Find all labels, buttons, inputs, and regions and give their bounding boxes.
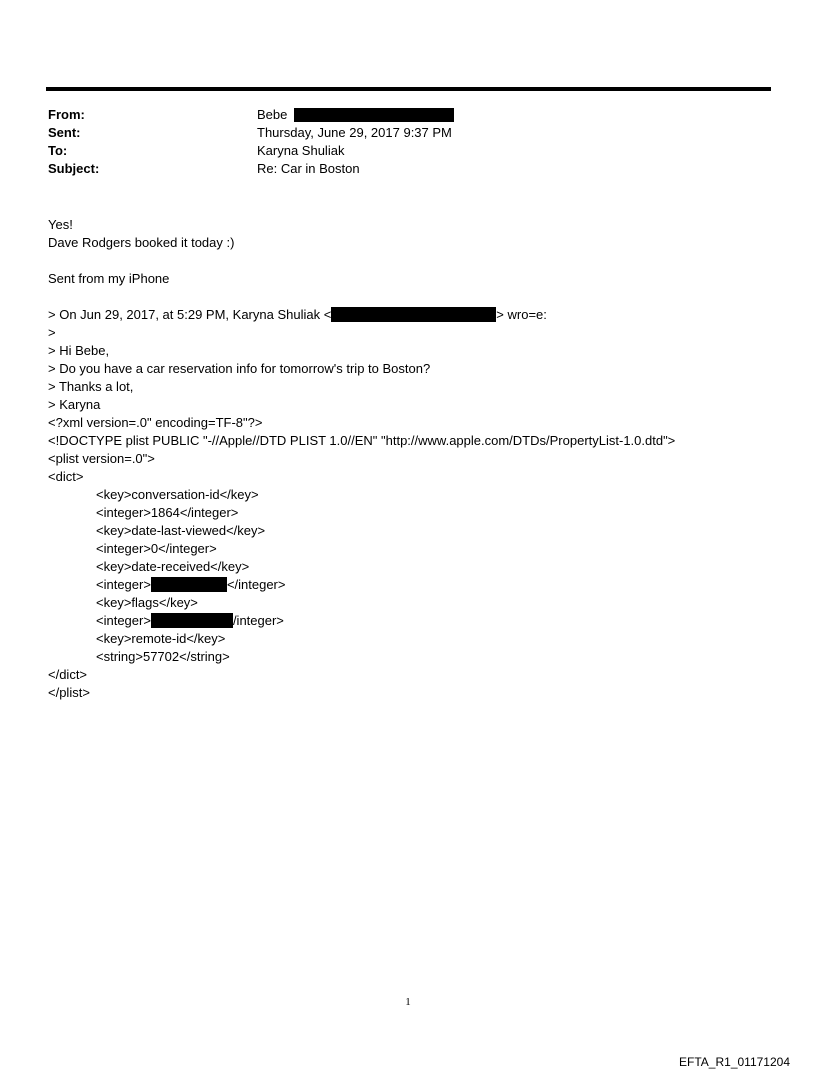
redaction-box (331, 307, 496, 322)
body-line: Yes! (48, 217, 73, 232)
plist-line: <key>date-received</key> (96, 559, 250, 574)
integer-open-tag: <integer> (96, 613, 151, 628)
quote-line: > (48, 325, 56, 340)
quote-intro-line (48, 306, 675, 324)
plist-line: <key>date-last-viewed</key> (96, 523, 266, 538)
header-rule (46, 87, 771, 91)
integer-close-tag: /integer> (232, 613, 284, 628)
from-value (257, 106, 454, 124)
from-name: Bebe (257, 107, 288, 122)
plist-line: </plist> (48, 685, 90, 700)
quote-line: > Hi Bebe, (48, 343, 110, 358)
plist-line: <key>flags</key> (96, 595, 198, 610)
redaction-box (294, 108, 454, 122)
blank-line (48, 252, 675, 270)
signature-line: Sent from my iPhone (48, 271, 170, 286)
plist-line: <integer>0</integer> (96, 541, 217, 556)
integer-close-tag: </integer> (226, 577, 286, 592)
integer-open-tag: <integer> (96, 577, 151, 592)
body-line: Dave Rodgers booked it today :) (48, 235, 235, 250)
redaction-box (151, 613, 233, 628)
quote-intro-prefix: > On Jun 29, 2017, at 5:29 PM, Karyna Shuliak < (48, 307, 332, 322)
plist-line: <key>conversation-id</key> (96, 487, 259, 502)
plist-line (48, 612, 675, 630)
quote-line: > Do you have a car reservation info for tomorrow's trip to Boston? (48, 361, 431, 376)
bates-number: EFTA_R1_01171204 (679, 1055, 790, 1069)
plist-line: <plist version=.0"> (48, 451, 155, 466)
redaction-box (151, 577, 227, 592)
subject-value: Re: Car in Boston (257, 161, 360, 176)
sent-value: Thursday, June 29, 2017 9:37 PM (257, 125, 452, 140)
to-value: Karyna Shuliak (257, 143, 345, 158)
plist-line: <key>remote-id</key> (96, 631, 226, 646)
sent-label: Sent: (48, 125, 81, 140)
plist-line: <integer>1864</integer> (96, 505, 239, 520)
plist-line (48, 576, 675, 594)
quote-intro-suffix: > wro=e: (496, 307, 547, 322)
from-label: From: (48, 107, 85, 122)
email-body (48, 216, 675, 702)
quote-line: > Karyna (48, 397, 101, 412)
plist-line: <!DOCTYPE plist PUBLIC "-//Apple//DTD PLIST 1.0//EN" "http://www.apple.com/DTDs/PropertyList-1.0.dtd"> (48, 433, 676, 448)
plist-line: </dict> (48, 667, 88, 682)
to-label: To: (48, 143, 68, 158)
plist-line: <?xml version=.0" encoding=TF-8"?> (48, 415, 263, 430)
subject-label: Subject: (48, 161, 100, 176)
plist-line: <dict> (48, 469, 84, 484)
plist-line: <string>57702</string> (96, 649, 230, 664)
page-number: 1 (405, 996, 411, 1008)
blank-line (48, 288, 675, 306)
quote-line: > Thanks a lot, (48, 379, 134, 394)
